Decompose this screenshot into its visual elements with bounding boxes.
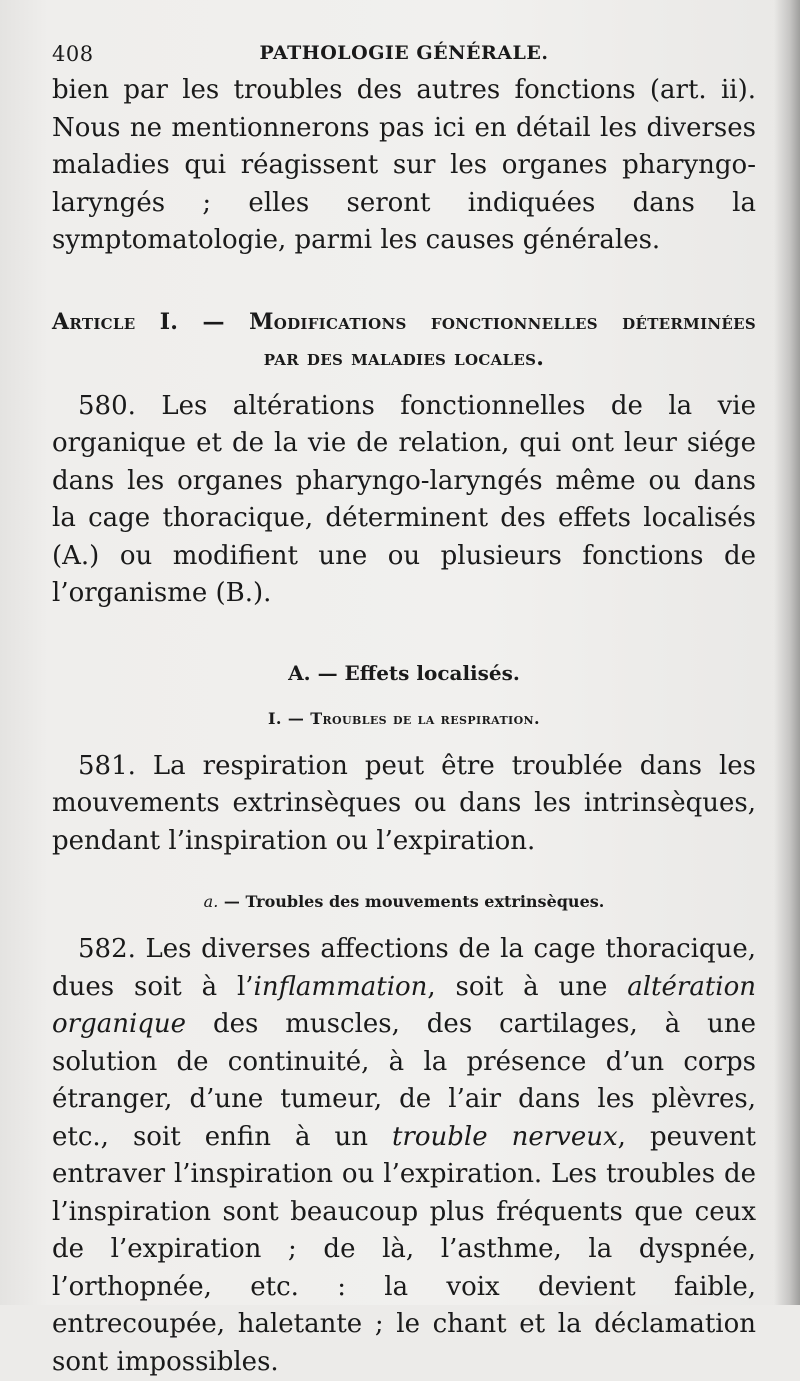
- paragraph-582-emphasis-2: altération organique: [52, 971, 756, 1039]
- subsection-heading-1: I. — Troubles de la respiration.: [268, 708, 540, 728]
- article-heading-line2: par des maladies locales.: [263, 344, 545, 371]
- page-number: 408: [52, 42, 94, 66]
- paragraph-581: 581. La respiration peut être troublée dans les mouvements extrinsèques ou dans les intrinsèques, pendant l’inspiration ou l’expiration.: [52, 750, 756, 856]
- paragraph-582-emphasis-1: inflammation: [253, 971, 428, 1002]
- paragraph-582: [52, 931, 756, 1381]
- running-title: PATHOLOGIE GÉNÉRALE.: [259, 42, 549, 64]
- paragraph-582-emphasis-3: trouble nerveux: [391, 1121, 618, 1152]
- subsection-letter: a.: [203, 892, 219, 911]
- opening-paragraph: bien par les troubles des autres fonctions (art. ii). Nous ne mentionnerons pas ici en détail les diverses maladies qui réagissent sur les organes pharyngo-laryngés ; elles seront indiquées dans la symptomatologie, parmi les causes générales.: [52, 75, 756, 255]
- running-head: [52, 36, 756, 66]
- paragraph-582-text-3: des muscles, des cartilages, à une solution de continuité, à la présence d’un corps étranger, d’une tumeur, de l’air dans les plèvres, etc., soit enfin à un: [52, 1009, 756, 1152]
- article-heading: [52, 304, 756, 376]
- article-heading-line1: Article I. — Modifications fonctionnelles déterminées: [52, 308, 756, 335]
- page-content: [52, 36, 756, 1381]
- page-spine-shadow: [774, 0, 800, 1305]
- section-heading-a: A. — Effets localisés.: [288, 660, 520, 685]
- paragraph-582-text-1: 582. Les diverses affections de la cage thoracique, dues soit à l’: [52, 934, 756, 1002]
- paragraph-582-text-4: , peuvent entraver l’inspiration ou l’expiration. Les troubles de l’inspiration sont beaucoup plus fréquents que ceux de l’expiration ; de là, l’asthme, la dyspnée, l’orthopnée, etc. : la voix devient faible, entrecoupée, haletante ; le chant et la déclamation sont impossibles.: [52, 1121, 756, 1377]
- paragraph-582-text-2: , soit à une: [427, 971, 628, 1002]
- subsection-title: — Troubles des mouvements extrinsèques.: [218, 892, 605, 911]
- paragraph-580: 580. Les altérations fonctionnelles de la vie organique et de la vie de relation, qui ont leur siége dans les organes pharyngo-laryngés même ou dans la cage thoracique, déterminent des effets localisés (A.) ou modifient une ou plusieurs fonctions de l’organisme (B.).: [52, 390, 756, 608]
- subsection-heading-a: [52, 892, 756, 911]
